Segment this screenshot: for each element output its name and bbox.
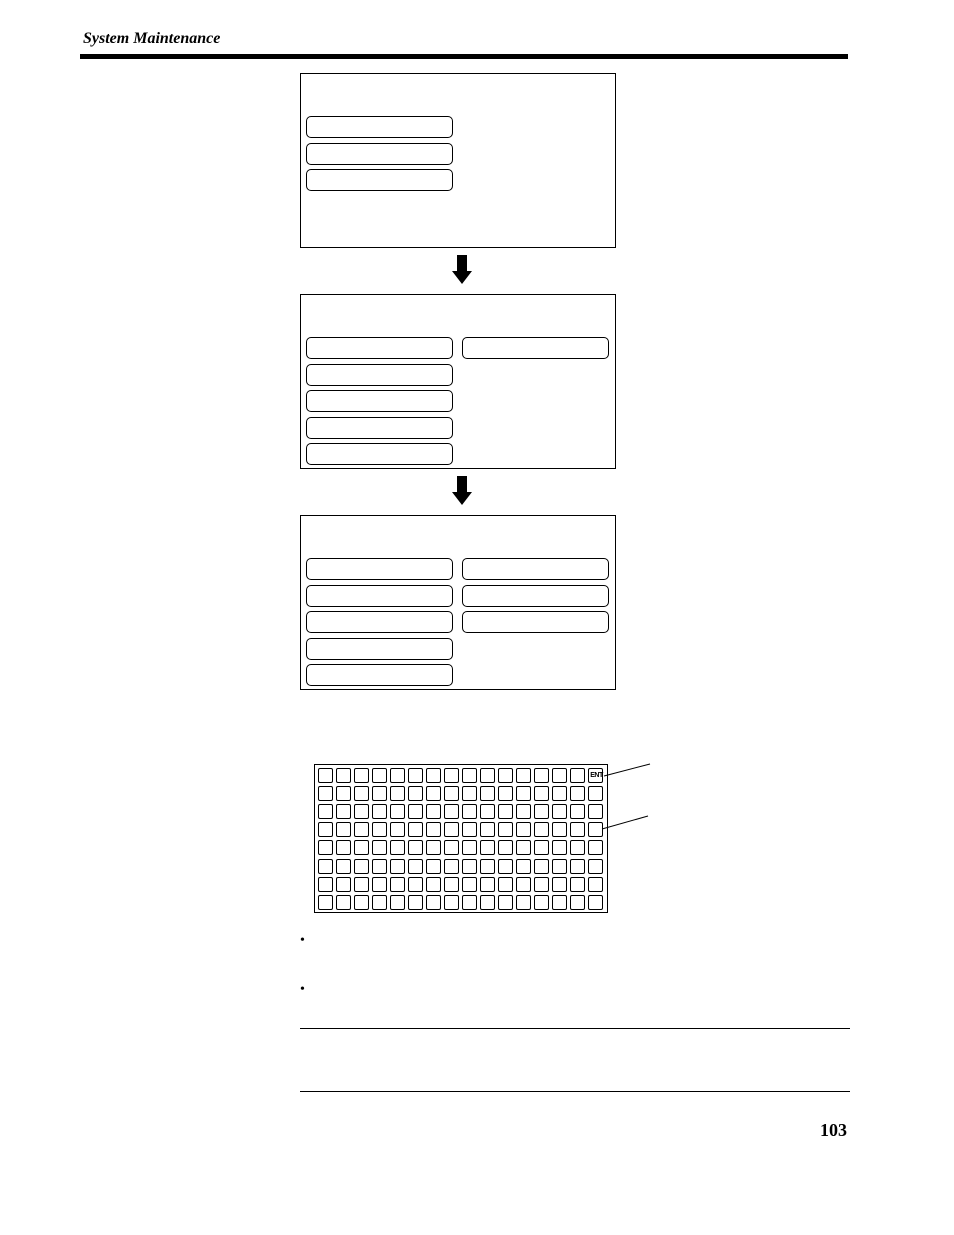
enter-key-label: ENT [590, 772, 603, 779]
page-number: 103 [820, 1120, 847, 1140]
bullet-2: • [300, 982, 305, 997]
note-top-rule [300, 1028, 850, 1029]
callout-line-enter-key [604, 764, 650, 776]
callout-line-key [602, 816, 648, 829]
bullet-1: • [300, 933, 305, 948]
note-bottom-rule [300, 1091, 850, 1092]
page-header-title: System Maintenance [83, 30, 221, 47]
